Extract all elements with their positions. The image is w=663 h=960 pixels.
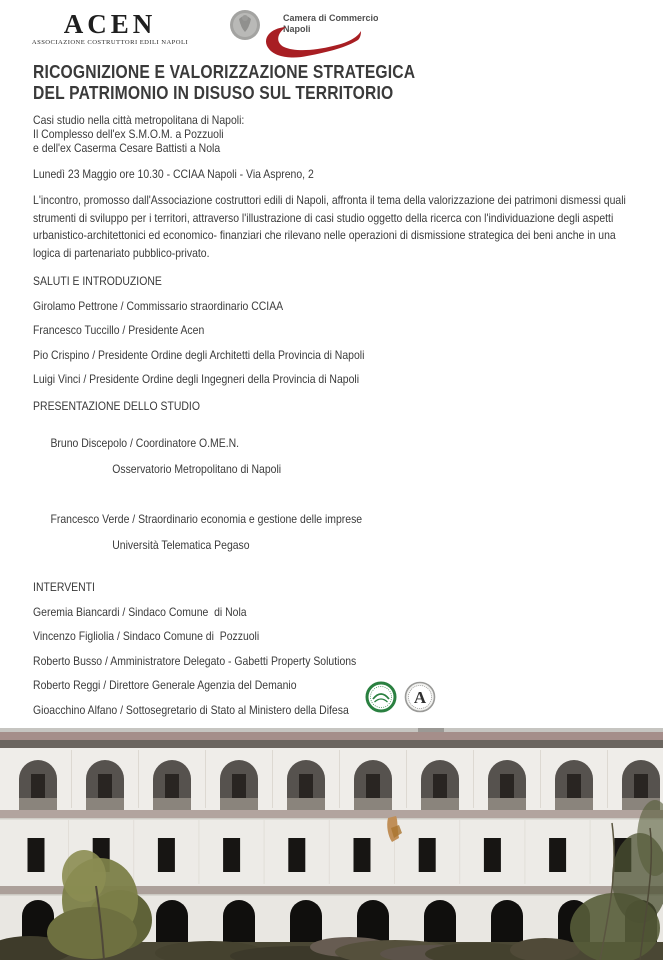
case-studies-block <box>33 113 663 155</box>
speaker-text: Vincenzo Figliolia / Sindaco Comune di Pozzuoli <box>33 629 260 643</box>
event-description: L'incontro, promosso dall'Associazione costruttori edili di Napoli, affronta il tema della valorizzazione dei patrimoni dismessi quali strumenti di sviluppo per i territori, attraverso l'illustrazione di casi studio oggetto della ricerca con l'individuazione degli aspetti urbanistico-architettonici ed economico- finanziari che rilevano nelle operazioni di dismissione strategica dei beni anche in una logica di partenariato pubblico-privato. <box>33 193 626 260</box>
acen-logo-tagline: ASSOCIAZIONE COSTRUTTORI EDILI NAPOLI <box>31 39 189 46</box>
section-heading-interventi: INTERVENTI <box>33 580 95 594</box>
speaker-row <box>33 606 663 619</box>
architects-order-initial: A <box>413 688 427 707</box>
speaker-row <box>33 704 663 717</box>
speaker-text: Gioacchino Alfano / Sottosegretario di Stato al Ministero della Difesa <box>33 702 349 717</box>
event-date-location: Lunedì 23 Maggio ore 10.30 - CCIAA Napoli - Via Aspreno, 2 <box>33 167 314 181</box>
cciaa-logo <box>228 5 378 61</box>
acen-logo-name: ACEN <box>63 9 157 39</box>
speaker-text: Francesco Tuccillo / Presidente Acen <box>33 323 205 337</box>
speaker-subtext: Osservatorio Metropolitano di Napoli <box>112 461 282 476</box>
speaker-text: Roberto Reggi / Direttore Generale Agenzia del Demanio <box>33 678 297 692</box>
cciaa-name-line1: Camera di Commercio <box>283 13 378 23</box>
speaker-text: Girolamo Pettrone / Commissario straordinario CCIAA <box>33 298 284 313</box>
case-studies-line-2: Il Complesso dell'ex S.M.O.M. a Pozzuoli <box>33 127 224 141</box>
speaker-row <box>33 501 663 566</box>
speaker-text: Geremia Biancardi / Sindaco Comune di Nola <box>33 604 247 619</box>
page-title <box>33 62 663 104</box>
speaker-row <box>33 300 663 313</box>
flyer-text-column <box>0 58 663 811</box>
speaker-text: Luigi Vinci / Presidente Ordine degli Ingegneri della Provincia di Napoli <box>33 372 360 386</box>
speaker-row <box>33 349 663 362</box>
case-studies-line-1: Casi studio nella città metropolitana di Napoli: <box>33 113 245 127</box>
title-line-1: RICOGNIZIONE E VALORIZZAZIONE STRATEGICA <box>33 62 416 82</box>
speaker-row <box>33 630 663 643</box>
cciaa-seal-icon <box>230 10 260 40</box>
case-studies-line-3: e dell'ex Caserma Cesare Battisti a Nola <box>33 141 221 155</box>
cciaa-swoosh-icon <box>266 27 361 58</box>
speaker-row <box>33 679 663 692</box>
section-heading-presentazione: PRESENTAZIONE DELLO STUDIO <box>33 398 200 413</box>
speaker-text: Roberto Busso / Amministratore Delegato - Gabetti Property Solutions <box>33 653 357 668</box>
title-line-2: DEL PATRIMONIO IN DISUSO SUL TERRITORIO <box>33 83 394 103</box>
speaker-text: Francesco Verde / Straordinario economia e gestione delle imprese <box>50 512 363 526</box>
architects-order-logo-icon <box>406 683 435 712</box>
professional-order-logos <box>364 680 444 716</box>
speaker-row <box>33 655 663 668</box>
cciaa-logo-graphic <box>228 5 378 61</box>
speaker-row <box>33 324 663 337</box>
speaker-subtext: Università Telematica Pegaso <box>112 538 250 552</box>
cciaa-name-line2: Napoli <box>283 24 311 34</box>
speaker-text: Bruno Discepolo / Coordinatore O.ME.N. <box>50 435 240 450</box>
section-heading-saluti: SALUTI E INTRODUZIONE <box>33 274 162 288</box>
acen-logo <box>30 10 190 46</box>
speaker-row <box>33 424 663 489</box>
speaker-text: Pio Crispino / Presidente Ordine degli Architetti della Provincia di Napoli <box>33 347 365 362</box>
engineers-order-logo-icon <box>367 683 395 711</box>
speaker-row <box>33 373 663 386</box>
building-photo <box>0 728 663 960</box>
